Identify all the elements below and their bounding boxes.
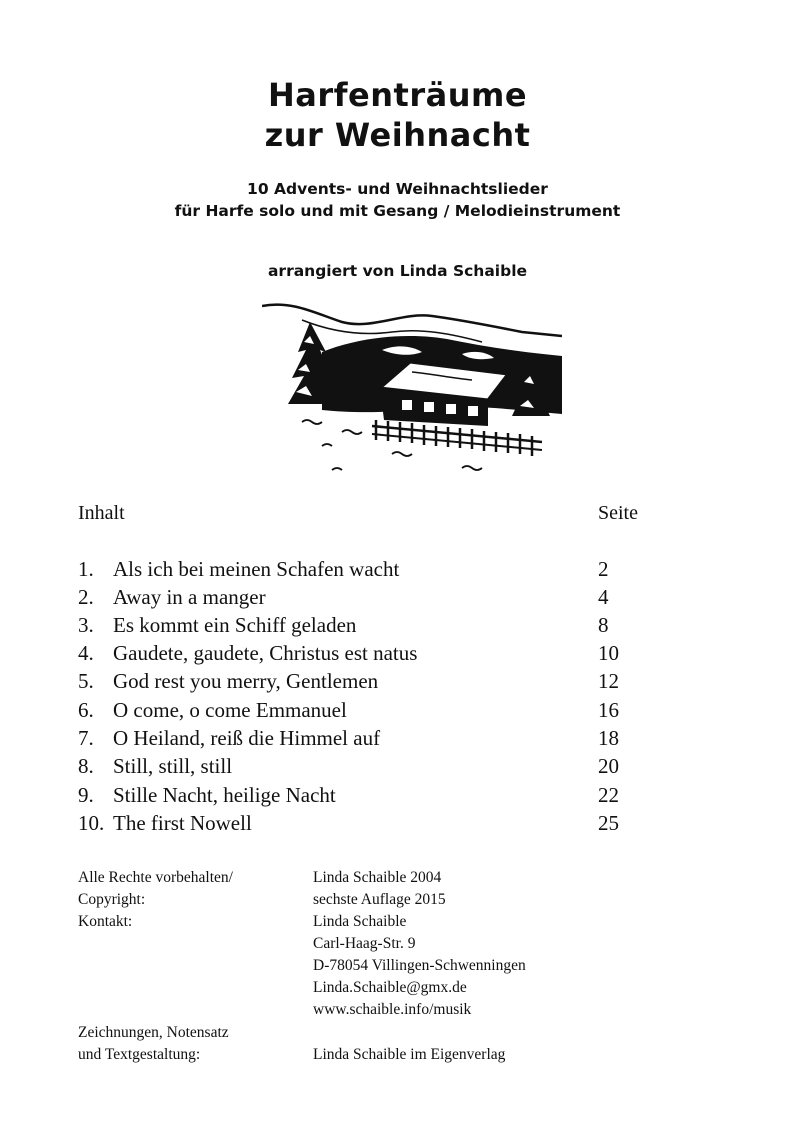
toc-entry-title: God rest you merry, Gentlemen: [113, 669, 379, 693]
arranger-credit: arrangiert von Linda Schaible: [267, 262, 528, 280]
contact-email: Linda.Schaible@gmx.de: [313, 979, 467, 996]
toc-entry-number: 8.: [78, 754, 94, 778]
contact-website: www.schaible.info/musik: [313, 1001, 472, 1018]
toc-entry-number: 9.: [78, 783, 94, 807]
toc-entry-title: O come, o come Emmanuel: [113, 698, 347, 722]
toc-entry-page: 12: [598, 669, 619, 693]
toc-entry-title: Als ich bei meinen Schafen wacht: [113, 557, 400, 581]
credits-label-2: und Textgestaltung:: [78, 1046, 201, 1063]
toc-entry-page: 16: [598, 698, 619, 722]
toc-entry-number: 7.: [78, 726, 94, 750]
toc-entry-number: 2.: [78, 585, 94, 609]
toc-entry-title: Es kommt ein Schiff geladen: [113, 613, 357, 637]
rights-label: Alle Rechte vorbehalten/: [78, 869, 233, 886]
toc-entry-title: Stille Nacht, heilige Nacht: [113, 783, 336, 807]
copyright-value: sechste Auflage 2015: [313, 891, 446, 908]
toc-entry-page: 18: [598, 726, 619, 750]
title-line-1: Harfenträume: [267, 76, 528, 114]
toc-entry-page: 2: [598, 557, 609, 581]
copyright-label: Copyright:: [78, 891, 146, 908]
toc-page-heading: Seite: [598, 502, 638, 524]
toc-entry-page: 4: [598, 585, 609, 609]
toc-entry-page: 20: [598, 754, 619, 778]
contact-name: Linda Schaible: [313, 913, 407, 930]
toc-entry: [0, 698, 795, 726]
subtitle-line-2: für Harfe solo und mit Gesang / Melodieinstrument: [174, 202, 621, 220]
toc-entry: [0, 726, 795, 754]
rights-value: Linda Schaible 2004: [313, 869, 442, 886]
toc-entry-number: 1.: [78, 557, 94, 581]
toc-entry-number: 6.: [78, 698, 94, 722]
toc-entry-title: Gaudete, gaudete, Christus est natus: [113, 641, 418, 665]
toc-entry: [0, 783, 795, 811]
toc-entry-page: 25: [598, 811, 619, 835]
toc-entry: [0, 613, 795, 641]
title-line-2: zur Weihnacht: [264, 116, 531, 154]
toc-entry-title: O Heiland, reiß die Himmel auf: [113, 726, 381, 750]
toc-heading: Inhalt: [78, 502, 125, 524]
toc-entry-page: 22: [598, 783, 619, 807]
contact-street: Carl-Haag-Str. 9: [313, 935, 416, 952]
toc-entry-page: 8: [598, 613, 609, 637]
toc-entry-number: 4.: [78, 641, 94, 665]
toc-entry-number: 3.: [78, 613, 94, 637]
toc-entry-title: Away in a manger: [113, 585, 266, 609]
toc-entry-number: 10.: [78, 811, 105, 835]
credits-label-1: Zeichnungen, Notensatz: [78, 1024, 229, 1041]
credits-value: Linda Schaible im Eigenverlag: [313, 1046, 506, 1063]
toc-entry: [0, 754, 795, 782]
subtitle-line-1: 10 Advents- und Weihnachtslieder: [247, 180, 548, 198]
toc-entry: [0, 641, 795, 669]
winter-house-illustration: [262, 292, 562, 484]
toc-entry: [0, 557, 795, 585]
toc-entry-page: 10: [598, 641, 619, 665]
toc-entry-title: Still, still, still: [113, 754, 233, 778]
toc-entry: [0, 585, 795, 613]
toc-entry: [0, 669, 795, 697]
contact-label: Kontakt:: [78, 913, 133, 930]
toc-entry-number: 5.: [78, 669, 94, 693]
toc-entry: [0, 811, 795, 839]
toc-entry-title: The first Nowell: [113, 811, 252, 835]
contact-city: D-78054 Villingen-Schwenningen: [313, 957, 526, 974]
